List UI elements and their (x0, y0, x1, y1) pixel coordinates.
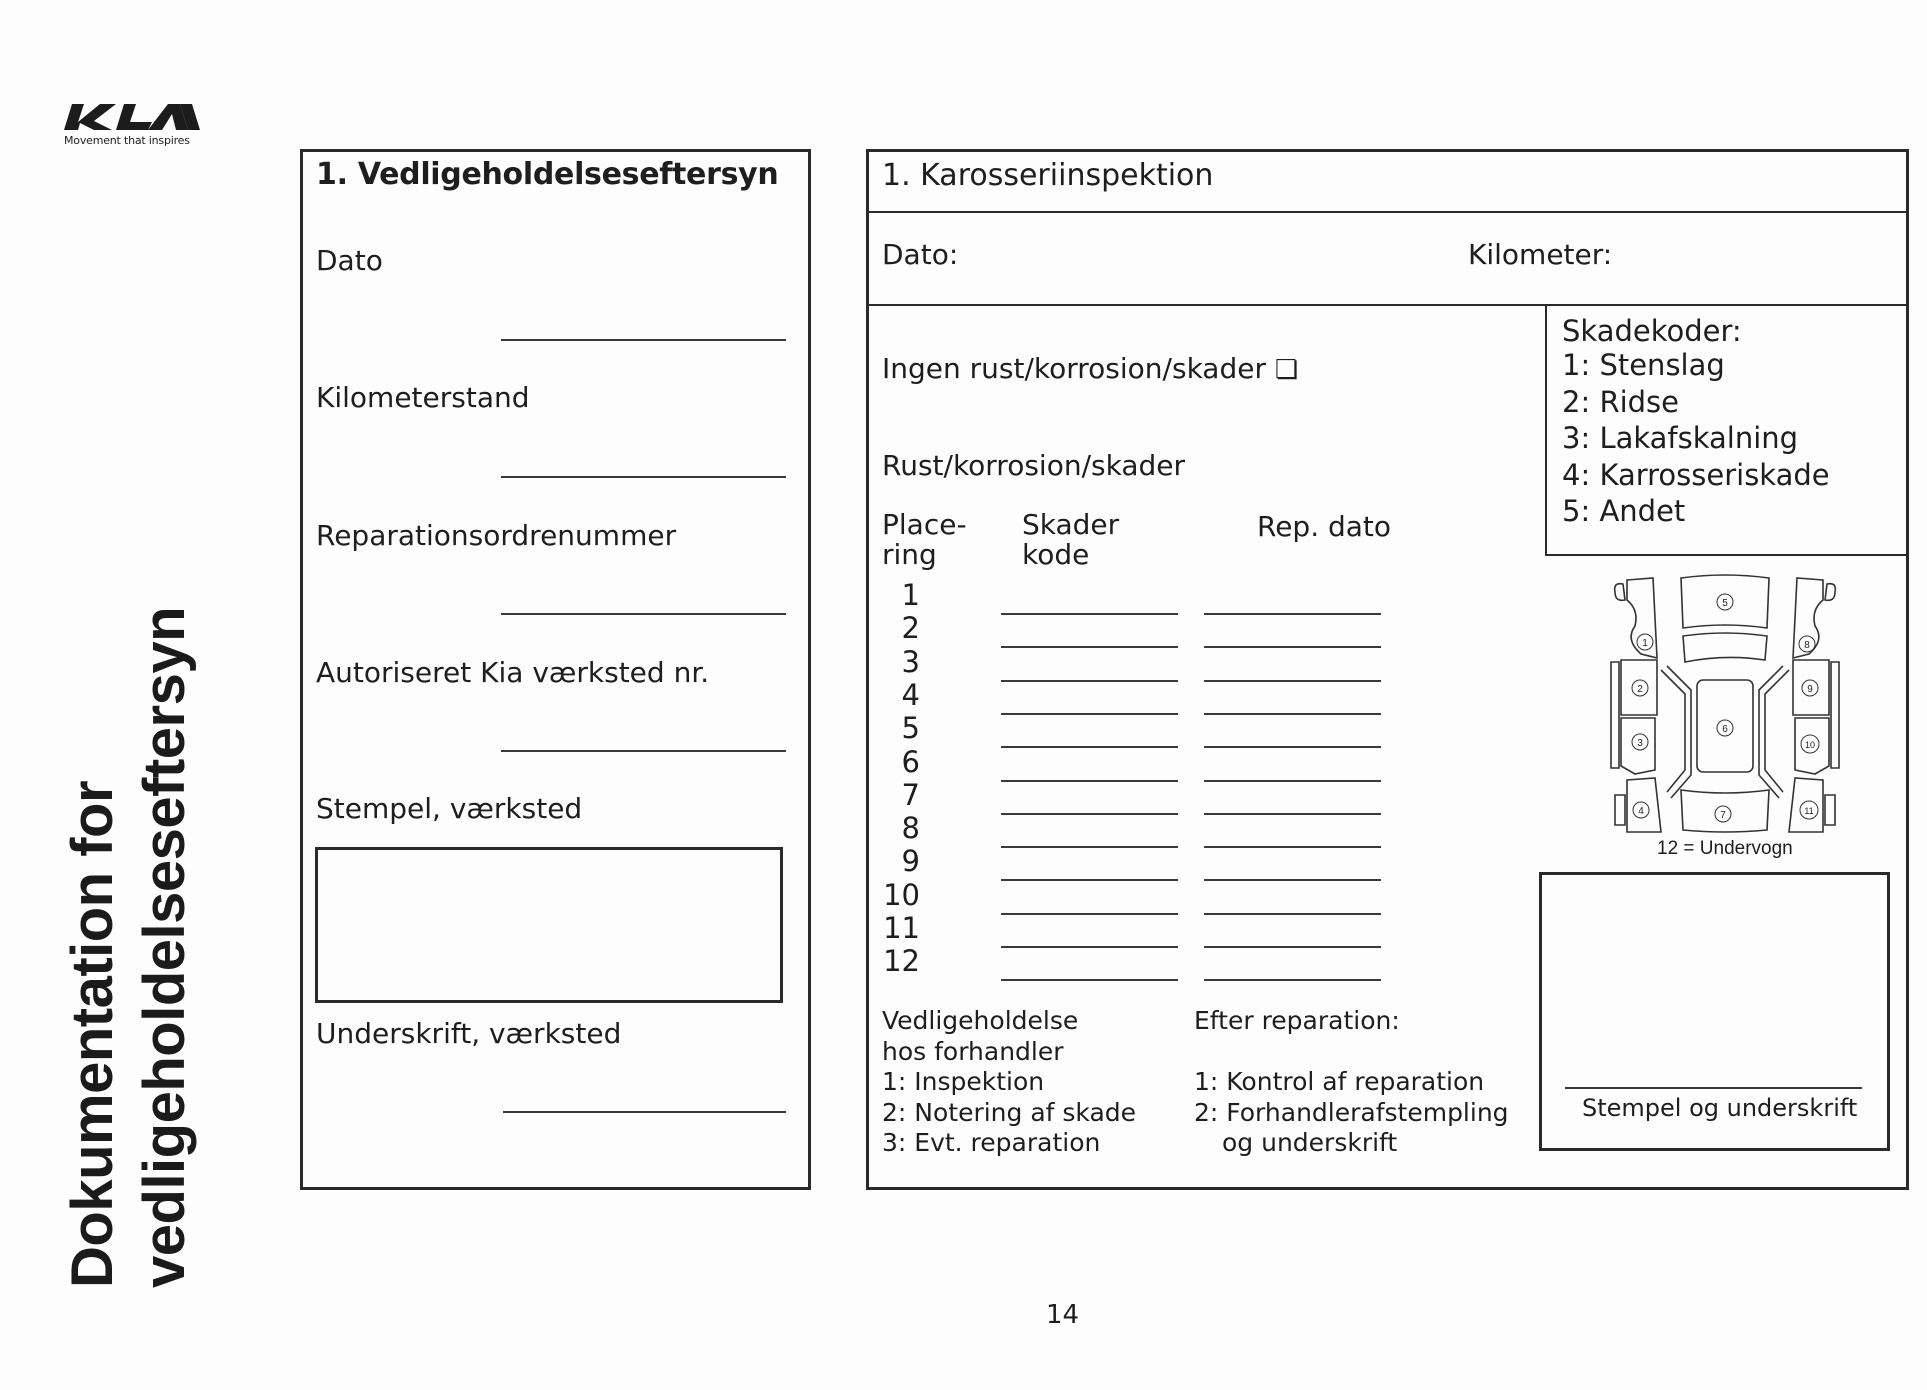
dealer-legend-line1: Vedligeholdelse (882, 1006, 1079, 1035)
col-header-placement-line1: Place- (882, 508, 967, 541)
repair-date-input-line[interactable] (1204, 646, 1381, 648)
damage-code-item: 2: Ridse (1562, 384, 1680, 419)
damage-code-input-line[interactable] (1001, 846, 1178, 848)
after-repair-legend (1194, 1006, 1509, 1159)
body-inspection-title: 1. Karosseriinspektion (882, 158, 1214, 193)
svg-text:4: 4 (1638, 806, 1644, 817)
col-header-damage-code (1022, 510, 1119, 570)
dealer-signature-line (1565, 1087, 1862, 1089)
dealer-legend-line2: hos forhandler (882, 1036, 1064, 1066)
row-number: 8 (901, 811, 920, 846)
repair-date-input-line[interactable] (1204, 813, 1381, 815)
damage-code-input-line[interactable] (1001, 946, 1178, 948)
stamp-workshop-label: Stempel, værksted (316, 792, 583, 825)
after-repair-title: Efter reparation: (1194, 1006, 1400, 1035)
repair-date-input-line[interactable] (1204, 913, 1381, 915)
repair-date-input-line[interactable] (1204, 979, 1381, 981)
damage-code-item: 1: Stenslag (1562, 348, 1725, 382)
row-number: 6 (901, 744, 920, 779)
repair-date-input-line[interactable] (1204, 680, 1381, 682)
damage-codes-title: Skadekoder: (1562, 314, 1742, 348)
dealer-legend-item: 2: Notering af skade (882, 1097, 1137, 1127)
repair-date-input-line[interactable] (1204, 879, 1381, 881)
col-header-placement-line2: ring (882, 538, 937, 571)
svg-text:10: 10 (1804, 740, 1816, 750)
zone-marker-7 (1715, 806, 1731, 822)
side-title-line1: Dokumentation for (60, 780, 125, 1288)
repair-date-input-line[interactable] (1204, 713, 1381, 715)
col-header-repair-date: Rep. dato (1257, 510, 1392, 543)
kilometer-label: Kilometer: (1468, 238, 1613, 271)
title-divider (867, 211, 1907, 213)
damage-code-input-line[interactable] (1001, 979, 1178, 981)
signature-input-line[interactable] (503, 1111, 786, 1113)
zone-marker-6 (1717, 720, 1733, 736)
after-repair-item: 2: Forhandlerafstempling (1194, 1097, 1509, 1127)
page-number: 14 (1046, 1300, 1080, 1330)
brand-tagline: Movement that inspires (64, 134, 190, 147)
damage-code-item: 4: Karrosseriskade (1562, 457, 1830, 492)
svg-text:9: 9 (1807, 684, 1813, 695)
signature-workshop-label: Underskrift, værksted (316, 1017, 622, 1050)
field-label-date: Dato (316, 244, 383, 277)
diagram-caption: 12 = Undervogn (1657, 838, 1793, 859)
damage-code-input-line[interactable] (1001, 646, 1178, 648)
workshop-stamp-box[interactable] (315, 847, 783, 1003)
dealer-legend-item: 1: Inspektion (882, 1067, 1045, 1096)
header-divider (867, 304, 1907, 306)
date-input-line[interactable] (501, 339, 786, 341)
zone-marker-8 (1799, 636, 1815, 652)
damage-label: Rust/korrosion/skader (882, 449, 1185, 482)
row-number: 5 (901, 711, 920, 746)
damage-code-item: 3: Lakafskalning (1562, 421, 1799, 455)
col-header-code-line2: kode (1022, 538, 1090, 571)
zone-marker-5 (1717, 594, 1733, 610)
after-repair-item: og underskrift (1222, 1128, 1398, 1157)
field-label-workshop-number: Autoriseret Kia værksted nr. (316, 656, 710, 689)
row-number: 10 (883, 877, 920, 912)
zone-marker-10 (1801, 735, 1819, 753)
dealer-legend-item: 3: Evt. reparation (882, 1128, 1101, 1157)
svg-text:1: 1 (1642, 638, 1648, 649)
row-number: 1 (901, 578, 920, 612)
codes-divider-v (1545, 305, 1547, 556)
repair-date-input-line[interactable] (1204, 613, 1381, 615)
car-panels (1611, 575, 1839, 832)
damage-code-input-line[interactable] (1001, 913, 1178, 915)
row-number: 12 (883, 944, 920, 979)
date-label: Dato: (882, 238, 959, 271)
row-number: 11 (883, 911, 920, 945)
repair-order-input-line[interactable] (501, 613, 786, 615)
damage-code-input-line[interactable] (1001, 713, 1178, 715)
side-title-line2: vedligeholdelseseftersyn (132, 606, 197, 1288)
zone-marker-1 (1637, 634, 1653, 650)
row-number: 7 (901, 777, 920, 812)
svg-text:3: 3 (1637, 738, 1643, 749)
damage-code-input-line[interactable] (1001, 613, 1178, 615)
repair-date-input-line[interactable] (1204, 780, 1381, 782)
damage-code-item: 5: Andet (1562, 494, 1686, 528)
field-label-mileage: Kilometerstand (316, 381, 530, 414)
maintenance-card-title: 1. Vedligeholdelseseftersyn (316, 157, 779, 192)
row-number: 9 (901, 844, 920, 879)
col-header-placement (882, 510, 967, 570)
row-number: 3 (901, 644, 920, 679)
codes-divider-h (1545, 554, 1907, 556)
no-damage-label: Ingen rust/korrosion/skader (882, 352, 1266, 385)
after-repair-item: 1: Kontrol af reparation (1194, 1067, 1485, 1096)
zone-marker-9 (1802, 680, 1818, 696)
side-title (57, 607, 201, 1288)
damage-code-input-line[interactable] (1001, 780, 1178, 782)
mileage-input-line[interactable] (501, 476, 786, 478)
damage-code-input-line[interactable] (1001, 746, 1178, 748)
row-number: 2 (901, 611, 920, 646)
workshop-number-input-line[interactable] (501, 750, 786, 752)
dealer-maintenance-legend (882, 1006, 1136, 1159)
zone-marker-3 (1632, 734, 1648, 750)
row-number: 4 (901, 677, 920, 712)
svg-text:8: 8 (1804, 640, 1810, 651)
no-damage-checkbox[interactable]: ❏ (1274, 355, 1299, 385)
repair-date-input-line[interactable] (1204, 746, 1381, 748)
repair-date-input-line[interactable] (1204, 846, 1381, 848)
col-header-code-line1: Skader (1022, 508, 1120, 541)
field-label-repair-order: Reparationsordrenummer (316, 519, 677, 552)
damage-code-input-line[interactable] (1001, 813, 1178, 815)
car-body-diagram (1605, 570, 1845, 840)
no-damage-row[interactable] (882, 352, 1298, 385)
zone-marker-4 (1633, 802, 1649, 818)
svg-text:7: 7 (1720, 810, 1726, 821)
svg-text:11: 11 (1804, 806, 1814, 816)
zone-marker-11 (1800, 801, 1818, 819)
svg-text:6: 6 (1722, 724, 1728, 735)
zone-marker-2 (1632, 680, 1648, 696)
damage-code-input-line[interactable] (1001, 680, 1178, 682)
stamp-signature-label: Stempel og underskrift (1582, 1094, 1858, 1122)
svg-text:5: 5 (1722, 598, 1728, 609)
repair-date-input-line[interactable] (1204, 946, 1381, 948)
damage-codes (1562, 315, 1830, 530)
svg-text:2: 2 (1637, 684, 1643, 695)
damage-code-input-line[interactable] (1001, 879, 1178, 881)
